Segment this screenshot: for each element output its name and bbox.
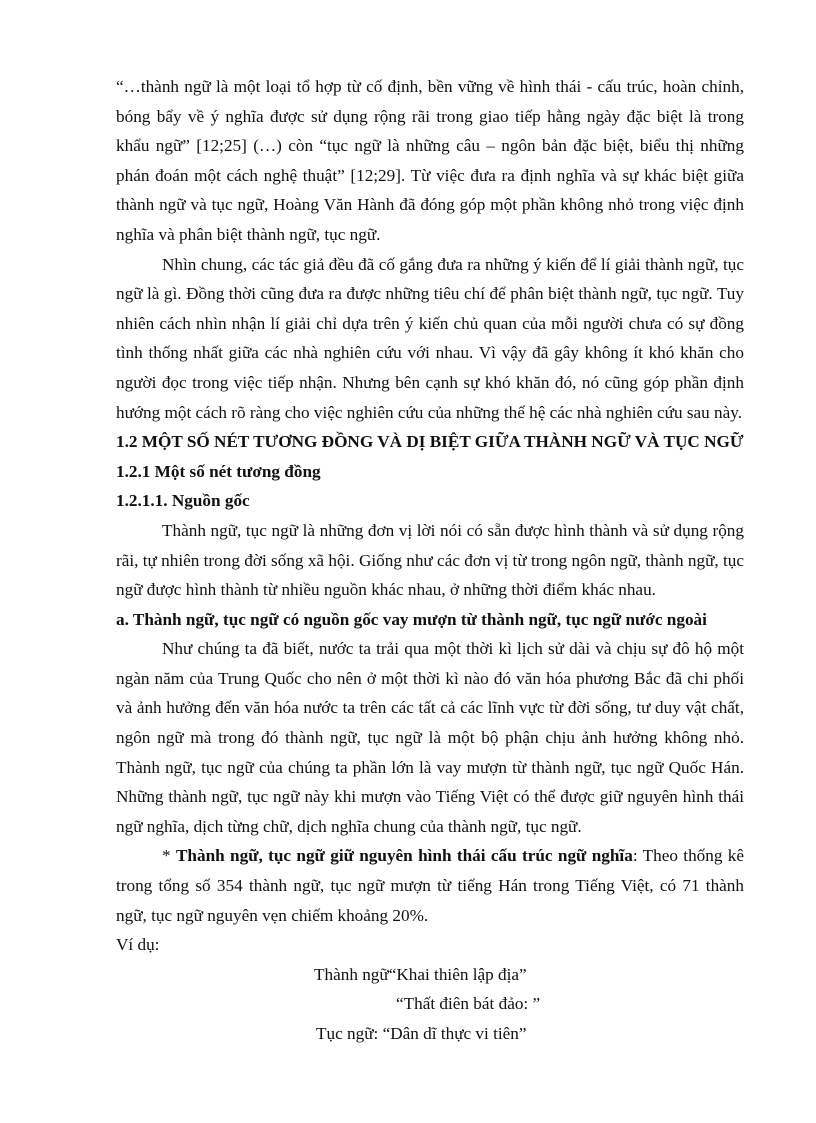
paragraph-statistics <box>116 841 744 930</box>
heading-1-2-1-1: 1.2.1.1. Nguồn gốc <box>116 491 250 511</box>
paragraph-history: Như chúng ta đã biết, nước ta trải qua một thời kì lịch sử dài và chịu sự đô hộ một ngàn năm của Trung Quốc cho nên ở một thời kì nào đó văn hóa phương Bắc đã chi phối và ảnh hưởng đến văn hóa nước ta trên các tất cả các lĩnh vực từ đời sống, tư duy vật chất, ngôn ngữ mà trong đó thành ngữ, tục ngữ là một bộ phận chịu ảnh hưởng không nhỏ. Thành ngữ, tục ngữ của chúng ta phần lớn là vay mượn từ thành ngữ, tục ngữ Quốc Hán. Những thành ngữ, tục ngữ này khi mượn vào Tiếng Việt có thể được giữ nguyên hình thái ngữ nghĩa, dịch từng chữ, dịch nghĩa chung của thành ngữ, tục ngữ. <box>116 639 744 836</box>
statistics-text: : Theo thống kê trong tổng số 354 thành ngữ, tục ngữ mượn từ tiếng Hán trong Tiếng Việt, có 71 thành ngữ, tục ngữ nguyên vẹn chiếm khoảng 20%. <box>116 846 745 925</box>
example-line-1: Thành ngữ“Khai thiên lập địa” <box>314 964 527 984</box>
paragraph-definition-quote: “…thành ngữ là một loại tổ hợp từ cố định, bền vững về hình thái - cấu trúc, hoàn chỉnh, bóng bẩy về ý nghĩa được sử dụng rộng rãi trong giao tiếp hằng ngày đặc biệt là trong khẩu ngữ” [12;25] (…) còn “tục ngữ là những câu – ngôn bản đặc biệt, biểu thị những phán đoán một cách nghệ thuật” [12;29]. Từ việc đưa ra định nghĩa và sự khác biệt giữa thành ngữ và tục ngữ, Hoàng Văn Hành đã đóng góp một phần không nhỏ trong việc định nghĩa và phân biệt thành ngữ, tục ngữ. <box>116 77 744 244</box>
example-label: Ví dụ: <box>116 935 160 955</box>
heading-1-2: 1.2 MỘT SỐ NÉT TƯƠNG ĐỒNG VÀ DỊ BIỆT GIỮA THÀNH NGỮ VÀ TỤC NGỮ <box>116 432 744 452</box>
document-page <box>116 72 744 1049</box>
heading-1-2-1: 1.2.1 Một số nét tương đồng <box>116 461 321 481</box>
bullet-marker: * <box>162 846 176 866</box>
paragraph-origin: Thành ngữ, tục ngữ là những đơn vị lời nói có sẵn được hình thành và sử dụng rộng rãi, tự nhiên trong đời sống xã hội. Giống như các đơn vị từ trong ngôn ngữ, thành ngữ, tục ngữ được hình thành từ nhiều nguồn khác nhau, ở những thời điểm khác nhau. <box>116 520 744 600</box>
paragraph-summary: Nhìn chung, các tác giả đều đã cố gắng đưa ra những ý kiến để lí giải thành ngữ, tục ngữ là gì. Đồng thời cũng đưa ra được những tiêu chí để phân biệt thành ngữ, tục ngữ. Tuy nhiên cách nhìn nhận lí giải chỉ dựa trên ý kiến chủ quan của mỗi người chưa có sự đồng tình thống nhất giữa các nhà nghiên cứu với nhau. Vì vậy đã gây không ít khó khăn cho người đọc trong việc tiếp nhận. Nhưng bên cạnh sự khó khăn đó, nó cũng góp phần định hướng một cách rõ ràng cho việc nghiên cứu của những thế hệ các nhà nghiên cứu sau này. <box>116 254 744 422</box>
example-line-3: Tục ngữ: “Dân dĩ thực vi tiên” <box>316 1024 527 1043</box>
bold-phrase: Thành ngữ, tục ngữ giữ nguyên hình thái cấu trúc ngữ nghĩa <box>175 846 633 866</box>
example-line-2: “Thất điên bát đảo: ” <box>396 994 541 1014</box>
heading-a: a. Thành ngữ, tục ngữ có nguồn gốc vay mượn từ thành ngữ, tục ngữ nước ngoài <box>116 609 707 629</box>
